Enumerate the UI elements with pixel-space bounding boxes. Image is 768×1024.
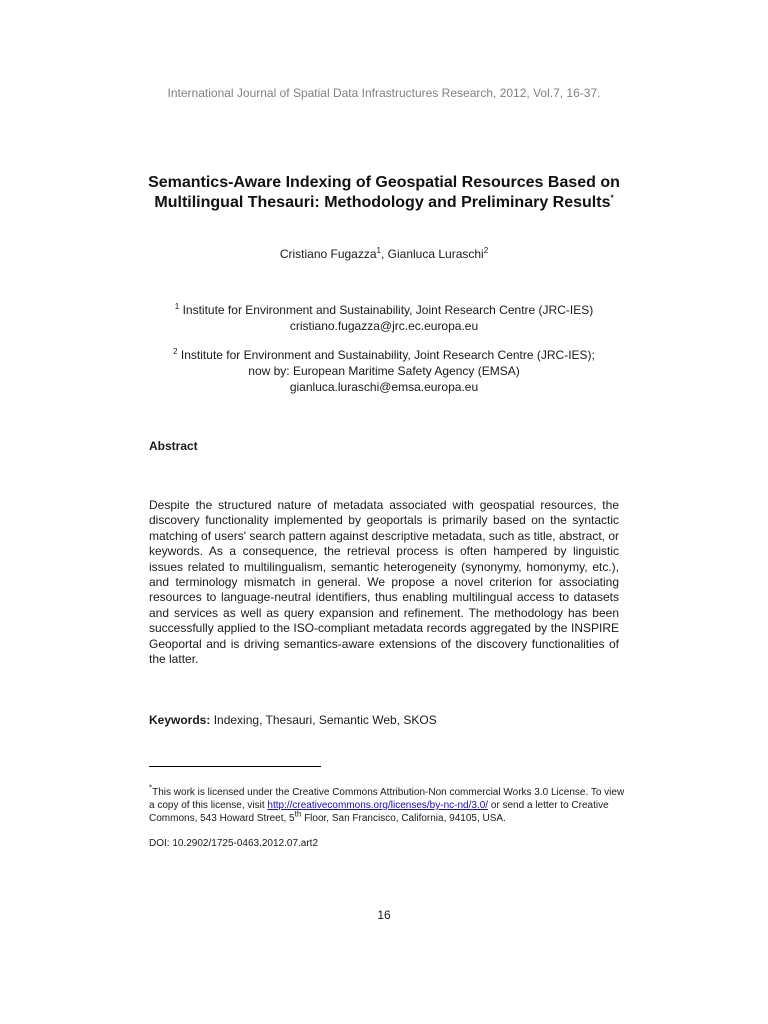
license-footnote: *This work is licensed under the Creative Commons Attribution-Non commercial Works 3.0 License. To view a copy of this license, visit http://creativecommons.org/licenses/by-nc-nd/3.0/ or send a letter to Creative Commons, 543 Howard Street, 5th Floor, San Francisco, California, 94105, USA. — [149, 783, 625, 824]
affiliation-mark: 1 — [174, 302, 180, 311]
abstract-heading: Abstract — [149, 439, 198, 453]
license-link[interactable]: http://creativecommons.org/licenses/by-nc-nd/3.0/ — [267, 800, 489, 811]
affiliation-note: now by: European Maritime Safety Agency (EMSA) — [248, 364, 520, 378]
affiliation-email: cristiano.fugazza@jrc.ec.europa.eu — [289, 319, 479, 333]
keywords-text: Indexing, Thesauri, Semantic Web, SKOS — [210, 713, 437, 727]
footnote-divider — [149, 766, 321, 767]
keywords — [149, 713, 619, 727]
keywords-label: Keywords: — [149, 713, 211, 727]
author-list — [0, 247, 768, 261]
author-name: Gianluca Luraschi — [387, 247, 484, 261]
page-number: 16 — [377, 908, 391, 922]
affiliation-2 — [120, 347, 648, 395]
doi: DOI: 10.2902/1725-0463.2012.07.art2 — [149, 838, 319, 849]
author-name: Cristiano Fugazza — [279, 247, 377, 261]
paper-title-text: Semantics-Aware Indexing of Geospatial Resources Based on Multilingual Thesauri: Methodology and Preliminary Results — [148, 174, 620, 211]
abstract-body: Despite the structured nature of metadata associated with geospatial resources, the discovery functionality implemented by geoportals is primarily based on the syntactic matching of users' search pattern against descriptive metadata, such as title, abstract, or keywords. As a consequence, the retrieval process is often hampered by linguistic issues related to multilingualism, semantic heterogeneity (synonymy, homonymy, etc.), and terminology mismatch in general. We propose a novel criterion for associating resources to language-neutral identifiers, thus enabling multilingual access to datasets and services as well as query expansion and refinement. The methodology has been successfully applied to the ISO-compliant metadata records aggregated by the INSPIRE Geoportal and is driving semantics-aware extensions of the discovery functionalities of the latter. — [149, 498, 619, 667]
affiliation-email: gianluca.luraschi@emsa.europa.eu — [289, 380, 479, 394]
author-separator: , — [380, 247, 388, 261]
paper-title — [130, 173, 638, 213]
footnote-marker: * — [149, 783, 153, 793]
affiliation-institution: $^2$ Institute for Environment and Sustainability, Joint Research Centre (JRC-IES); — [173, 347, 595, 362]
author-affiliation-mark: 2 — [483, 246, 489, 255]
affiliation-institution: $^1$ Institute for Environment and Sustainability, Joint Research Centre (JRC-IES) — [174, 302, 594, 317]
affiliation-1 — [120, 302, 648, 334]
affiliation-mark: 2 — [173, 347, 178, 356]
journal-header: International Journal of Spatial Data Infrastructures Research, 2012, Vol.7, 16-37. — [167, 86, 601, 100]
author-affiliation-mark: 1 — [376, 246, 381, 255]
ordinal-suffix: th — [294, 809, 302, 819]
title-footnote-marker: * — [610, 193, 614, 203]
